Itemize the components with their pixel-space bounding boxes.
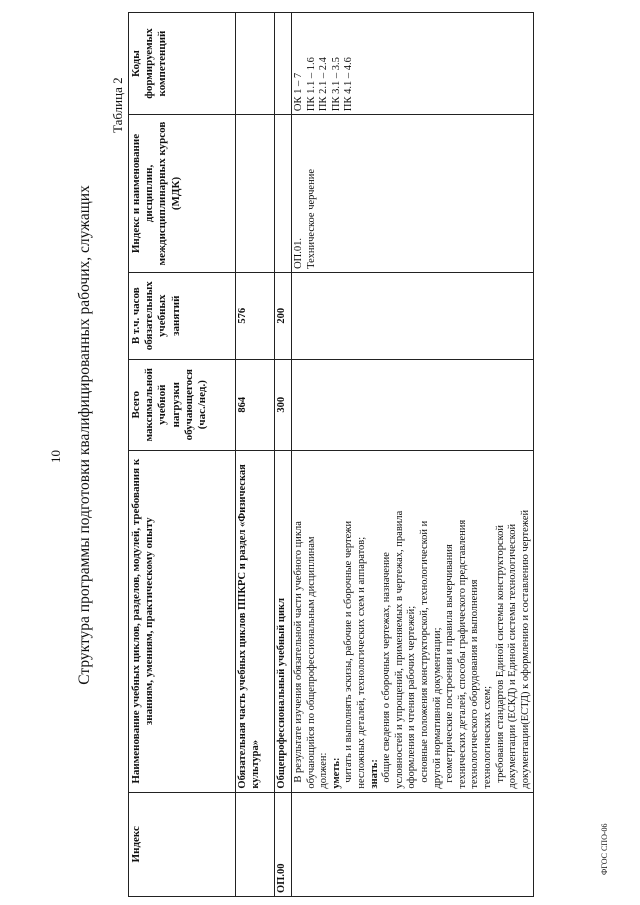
text-line: другой нормативной документации; <box>431 627 443 789</box>
text-line: обучающийся по общепрофессиональным дисциплинам <box>305 536 317 789</box>
text-line: геометрические построения и правила вычерчивания <box>444 544 456 783</box>
cell-codes <box>275 13 292 115</box>
header-name: Наименование учебных циклов, разделов, модулей, требования к знаниям, умениям, практическому опыту <box>129 450 236 792</box>
table-row-mandatory <box>236 13 275 897</box>
cell-index <box>236 792 275 896</box>
text-line: оформления и чтения рабочих чертежей; <box>406 605 418 789</box>
text-line: документации (ЕСКД) и Единой системы технологической <box>507 523 519 789</box>
page-number: 10 <box>48 450 63 463</box>
text-line: читать и выполнять эскизы, рабочие и сборочные чертежи <box>343 520 355 783</box>
text-line: технологического оборудования и выполнения <box>469 579 481 789</box>
header-including: В т.ч. часов обязательных учебных занятий <box>129 272 236 359</box>
cell-total: 300 <box>275 359 292 450</box>
cell-content-text <box>292 450 534 792</box>
header-total: Всего максимальной учебной нагрузки обучающегося (час./нед.) <box>129 359 236 450</box>
competency-code: ОК 1 – 7 <box>293 72 304 112</box>
table-label: Таблица 2 <box>110 77 125 133</box>
cell-codes <box>236 13 275 115</box>
header-index: Индекс <box>129 792 236 896</box>
text-line: основные положения конструкторской, технологической и <box>418 520 430 783</box>
discipline-name: Техническое черчение <box>305 169 317 269</box>
page-title: Структура программы подготовки квалифицированных рабочих, служащих <box>76 185 93 685</box>
text-line: технологических схем; <box>481 685 493 789</box>
text-line: технических деталей, способы графического представления <box>456 519 468 789</box>
competency-code: ПК 2.1 – 2.4 <box>318 57 330 112</box>
competency-code: ПК 4.1 – 4.6 <box>343 57 355 112</box>
text-line: В результате изучения обязательной части учебного цикла <box>293 521 304 783</box>
text-line: требования стандартов Единой системы конструкторской <box>494 524 506 783</box>
discipline-code: ОП.01. <box>293 237 304 269</box>
cell-index <box>292 792 534 896</box>
cell-name: Общепрофессиональный учебный цикл <box>275 450 292 792</box>
footer-label: ФГОС СПО-06 <box>600 823 609 875</box>
cell-name: Обязательная часть учебных циклов ППКРС и раздел «Физическая культура» <box>236 450 275 792</box>
text-line: документации(ЕСТД) к оформлению и составлению чертежей <box>519 509 531 789</box>
cell-including: 576 <box>236 272 275 359</box>
header-discipline: Индекс и наименование дисциплин, междисциплинарных курсов (МДК) <box>129 115 236 273</box>
cell-index: ОП.00 <box>275 792 292 896</box>
cell-codes <box>292 13 534 115</box>
table-row-content <box>292 13 534 897</box>
cell-including <box>292 272 534 359</box>
competency-code: ПК 3.1 – 3.5 <box>330 57 342 112</box>
text-line-heading: уметь: <box>330 757 342 789</box>
cell-discipline <box>292 115 534 273</box>
text-line: общие сведения о сборочных чертежах, назначение <box>381 552 393 783</box>
structure-table <box>128 12 534 897</box>
cell-discipline <box>236 115 275 273</box>
header-codes: Коды формируемых компетенций <box>129 13 236 115</box>
text-line: условностей и упрощений, применяемых в чертежах, правила <box>393 510 405 789</box>
table-header-row <box>129 13 236 897</box>
competency-code: ПК 1.1 – 1.6 <box>305 57 317 112</box>
text-line-heading: знать: <box>368 759 380 789</box>
text-line: несложных деталей, технологических схем и аппаратов; <box>355 536 367 789</box>
cell-total <box>292 359 534 450</box>
cell-including: 200 <box>275 272 292 359</box>
table-row-op <box>275 13 292 897</box>
cell-total: 864 <box>236 359 275 450</box>
text-line: должен: <box>318 752 330 789</box>
cell-discipline <box>275 115 292 273</box>
